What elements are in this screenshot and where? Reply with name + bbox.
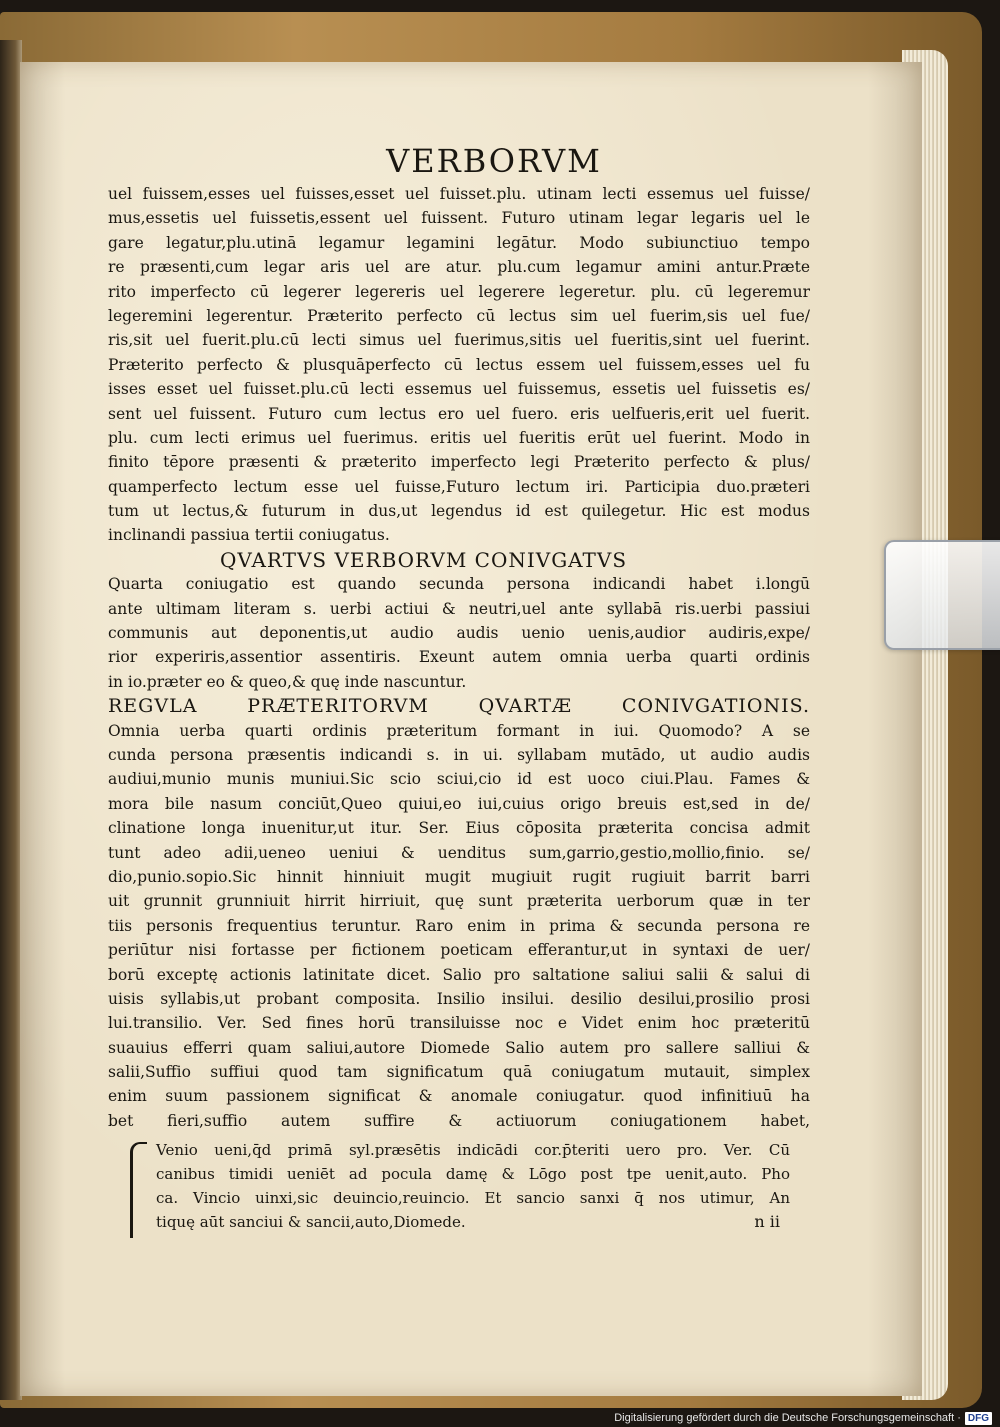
text-line: Venio ueni,q̄d primā syl.præsētis indicādi cor.p̄teriti uero pro. Ver. Cū bbox=[156, 1141, 790, 1159]
text-line: enim suum passionem significat & anomale coniugatur. quod infinitiuū ha bbox=[108, 1087, 810, 1106]
text-line: uel fuissem,esses uel fuisses,esset uel fuisset.plu. utinam lecti essemus uel fuisse/ bbox=[108, 185, 810, 203]
note-bracket bbox=[130, 1142, 147, 1238]
text-line: salii,Suffio suffiui quod tam significatum quā coniugatum mutauit, simplex bbox=[108, 1063, 810, 1082]
text-line: clinatione longa inuenitur,ut itur. Ser. Eius cōposita præterita concisa admit bbox=[108, 819, 810, 838]
text-line: legeremini legerentur. Præterito perfecto cū lectus sim uel fuerim,sis uel fue/ bbox=[108, 306, 810, 325]
text-line: cunda persona præsentis indicandi s. in ui. syllabam mutādo, ut audio audis bbox=[108, 745, 810, 764]
text-line: tiis personis frequentius teruntur. Raro enim in prima & secunda persona re bbox=[108, 916, 810, 935]
dfg-logo: DFG bbox=[965, 1412, 992, 1425]
signature-mark: n ii bbox=[754, 1212, 780, 1231]
paragraph-2 bbox=[108, 572, 810, 694]
footer-text: Digitalisierung gefördert durch die Deutsche Forschungsgemeinschaft · bbox=[614, 1412, 961, 1424]
text-line: bet fieri,suffio autem suffire & actiuorum coniugationem habet, bbox=[108, 1111, 810, 1130]
text-line: suauius efferri quam saliui,autore Diomede Salio autem pro sallere salliui & bbox=[108, 1038, 810, 1057]
book-spine bbox=[0, 40, 22, 1400]
page-text bbox=[108, 140, 810, 1133]
text-line: sent uel fuissent. Futuro cum lectus ero uel fuero. eris uelfueris,erit uel fuerit. bbox=[108, 404, 810, 423]
text-line: ante ultimam literam s. uerbi actiui & neutri,uel ante syllabā ris.uerbi passiui bbox=[108, 599, 810, 618]
section-heading: QVARTVS VERBORVM CONIVGATVS bbox=[220, 547, 628, 572]
paragraph-1 bbox=[108, 182, 810, 548]
text-line: uisis syllabis,ut probant composita. Insilio insilui. desilio desilui,prosilio prosi bbox=[108, 989, 810, 1008]
page-title: VERBORVM bbox=[386, 142, 602, 180]
text-line: rior experiris,assentior assentiris. Exeunt autem omnia uerba quarti ordinis bbox=[108, 648, 810, 667]
paragraph-3 bbox=[108, 719, 810, 1134]
text-line: isses esset uel fuisset.plu.cū lecti essemus uel fuissemus, essetis uel fuissetis es/ bbox=[108, 380, 810, 399]
text-line: gare legatur,plu.utinā legamur legamini legātur. Modo subiunctiuo tempo bbox=[108, 233, 810, 252]
text-line: ca. Vincio uinxi,sic deuincio,reuincio. Et sancio sanxi q̄ nos utimur, An bbox=[156, 1189, 790, 1207]
text-line: mora bile nasum conciūt,Queo quiui,eo iui,cuius origo breuis est,sed in de/ bbox=[108, 794, 810, 813]
text-line: Omnia uerba quarti ordinis præteritum formant in iui. Quomodo? A se bbox=[108, 721, 810, 740]
text-line: Præterito perfecto & plusquāperfecto cū lectus essem uel fuissem,esses uel fu bbox=[108, 355, 810, 374]
rule-heading: REGVLA PRÆTERITORVM QVARTÆ CONIVGATIONIS. bbox=[108, 695, 810, 718]
text-line: dio,punio.sopio.Sic hinnit hinniuit mugit mugiuit rugit rugiuit barrit barri bbox=[108, 867, 810, 886]
margin-note bbox=[130, 1138, 790, 1234]
text-line: plu. cum lecti erimus uel fuerimus. eritis uel fueritis erūt uel fuerint. Modo in bbox=[108, 428, 810, 447]
text-line: borū exceptę actionis latinitate dicet. Salio pro saltatione saliui salii & salui di bbox=[108, 965, 810, 984]
text-line: canibus timidi ueniēt ad pocula damę & Lōgo post tpe uenit,auto. Pho bbox=[156, 1165, 790, 1183]
note-text bbox=[130, 1138, 790, 1234]
text-line: communis aut deponentis,ut audio audis uenio uenis,audior audiris,expe/ bbox=[108, 624, 810, 643]
text-line: audiui,munio munis muniui.Sic scio sciui,cio id est uoco ciui.Plau. Fames & bbox=[108, 770, 810, 789]
text-line: tum ut lectus,& futurum in dus,ut legendus id est quilegetur. Hic est modus bbox=[108, 502, 810, 521]
text-line: uit grunnit grunniuit hirrit hirriuit, quę sunt præterita uerborum quæ in ter bbox=[108, 892, 810, 911]
text-line: re præsenti,cum legar aris uel are atur. plu.cum legamur amini antur.Præte bbox=[108, 258, 810, 277]
text-line: ris,sit uel fuerit.plu.cū lecti simus uel fuerimus,sitis uel fueritis,sint uel fuerint. bbox=[108, 331, 810, 350]
text-line: periūtur nisi fortasse per fictionem poeticam efferantur,ut in syntaxi de uer/ bbox=[108, 941, 810, 960]
text-line: tunt adeo adii,ueneo ueniui & uenditus sum,garrio,gestio,mollio,finio. se/ bbox=[108, 843, 810, 862]
text-line: Quarta coniugatio est quando secunda persona indicandi habet i.longū bbox=[108, 575, 810, 594]
text-line: finito tēpore præsenti & præterito imperfecto legi Præterito perfecto & plus/ bbox=[108, 453, 810, 472]
text-line: mus,essetis uel fuissetis,essent uel fuissent. Futuro utinam legar legaris uel le bbox=[108, 209, 810, 228]
footer-bar bbox=[614, 1410, 992, 1426]
text-line: lui.transilio. Ver. Sed fines horū transiluisse noc e Videt enim hoc præteritū bbox=[108, 1014, 810, 1033]
text-line: in io.præter eo & queo,& quę inde nascuntur. bbox=[108, 672, 467, 691]
text-line: inclinandi passiua tertii coniugatus. bbox=[108, 526, 390, 545]
page-tab bbox=[884, 540, 1000, 650]
text-line: quamperfecto lectum esse uel fuisse,Futuro lectum iri. Participia duo.præteri bbox=[108, 477, 810, 496]
text-line: tiquę aūt sanciui & sancii,auto,Diomede. bbox=[156, 1213, 466, 1231]
text-line: rito imperfecto cū legerer legereris uel legerere legeretur. plu. cū legeremur bbox=[108, 282, 810, 301]
